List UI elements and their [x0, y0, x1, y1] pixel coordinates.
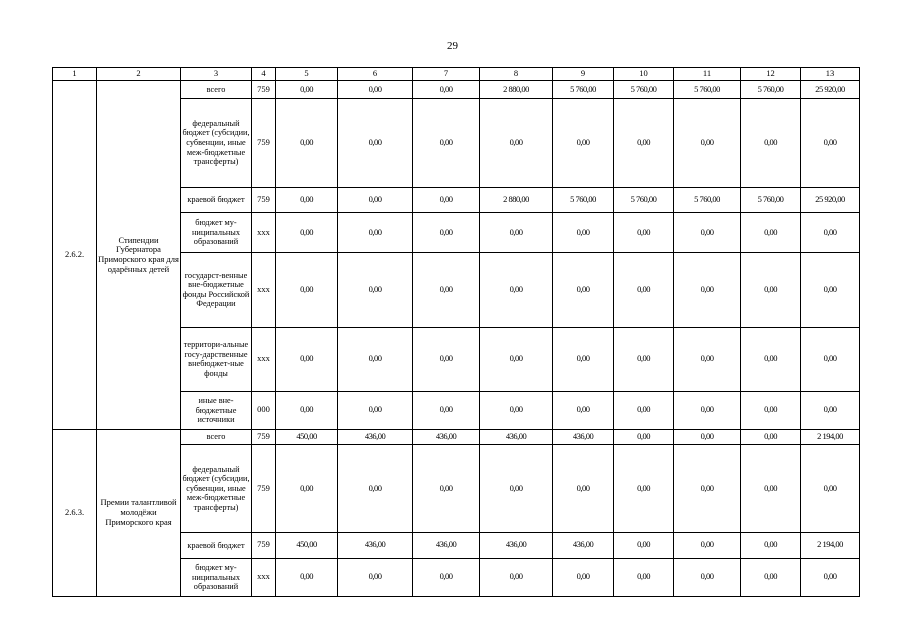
- column-header: 5: [276, 68, 338, 81]
- value-cell: 436,00: [338, 429, 413, 444]
- value-cell: 0,00: [741, 213, 801, 252]
- value-cell: 0,00: [614, 429, 674, 444]
- value-cell: 0,00: [338, 98, 413, 187]
- value-cell: 0,00: [480, 213, 553, 252]
- table-row: [53, 81, 860, 99]
- value-cell: 0,00: [553, 252, 614, 327]
- value-cell: 0,00: [614, 445, 674, 533]
- value-cell: 436,00: [413, 532, 480, 558]
- value-cell: 450,00: [276, 532, 338, 558]
- value-cell: 0,00: [801, 558, 860, 596]
- value-cell: 0,00: [413, 81, 480, 99]
- funding-source: федеральный бюджет (субсидии, субвенции, иные меж-бюджетные трансферты): [181, 445, 252, 533]
- value-cell: 0,00: [553, 327, 614, 391]
- value-cell: 0,00: [276, 187, 338, 213]
- value-cell: 0,00: [674, 213, 741, 252]
- value-cell: 0,00: [674, 252, 741, 327]
- value-cell: 0,00: [276, 81, 338, 99]
- value-cell: 0,00: [553, 558, 614, 596]
- value-cell: 450,00: [276, 429, 338, 444]
- value-cell: 436,00: [553, 429, 614, 444]
- value-cell: 0,00: [553, 98, 614, 187]
- value-cell: 436,00: [413, 429, 480, 444]
- value-cell: 5 760,00: [614, 187, 674, 213]
- value-cell: 0,00: [741, 429, 801, 444]
- value-cell: 0,00: [674, 532, 741, 558]
- value-cell: 0,00: [276, 445, 338, 533]
- value-cell: 0,00: [674, 327, 741, 391]
- column-header: 2: [97, 68, 181, 81]
- value-cell: 0,00: [413, 327, 480, 391]
- value-cell: 2 194,00: [801, 429, 860, 444]
- value-cell: 0,00: [741, 327, 801, 391]
- value-cell: 2 194,00: [801, 532, 860, 558]
- column-header: 9: [553, 68, 614, 81]
- value-cell: 25 920,00: [801, 187, 860, 213]
- funding-source: государст-венные вне-бюджетные фонды Российской Федерации: [181, 252, 252, 327]
- column-header: 4: [252, 68, 276, 81]
- value-cell: 0,00: [614, 98, 674, 187]
- value-cell: 0,00: [276, 252, 338, 327]
- value-cell: 0,00: [413, 558, 480, 596]
- column-header: 7: [413, 68, 480, 81]
- kbk-code: xxx: [252, 252, 276, 327]
- kbk-code: xxx: [252, 558, 276, 596]
- value-cell: 25 920,00: [801, 81, 860, 99]
- kbk-code: 759: [252, 187, 276, 213]
- column-header: 1: [53, 68, 97, 81]
- kbk-code: xxx: [252, 213, 276, 252]
- value-cell: 5 760,00: [614, 81, 674, 99]
- value-cell: 0,00: [674, 429, 741, 444]
- value-cell: 2 880,00: [480, 187, 553, 213]
- value-cell: 0,00: [480, 98, 553, 187]
- funding-source: иные вне-бюджетные источники: [181, 391, 252, 429]
- funding-source: бюджет му-ниципальных образований: [181, 558, 252, 596]
- value-cell: 0,00: [741, 252, 801, 327]
- value-cell: 0,00: [413, 98, 480, 187]
- value-cell: 436,00: [480, 429, 553, 444]
- value-cell: 0,00: [480, 558, 553, 596]
- value-cell: 0,00: [674, 391, 741, 429]
- kbk-code: 759: [252, 532, 276, 558]
- value-cell: 0,00: [614, 327, 674, 391]
- value-cell: 0,00: [801, 391, 860, 429]
- value-cell: 0,00: [674, 98, 741, 187]
- header-row: [53, 68, 860, 81]
- value-cell: 0,00: [674, 445, 741, 533]
- value-cell: 0,00: [338, 327, 413, 391]
- value-cell: 436,00: [553, 532, 614, 558]
- value-cell: 436,00: [338, 532, 413, 558]
- value-cell: 0,00: [338, 81, 413, 99]
- funding-source: краевой бюджет: [181, 532, 252, 558]
- column-header: 6: [338, 68, 413, 81]
- value-cell: 436,00: [480, 532, 553, 558]
- kbk-code: 759: [252, 81, 276, 99]
- value-cell: 5 760,00: [741, 187, 801, 213]
- section-name: Премии талантливой молодёжи Приморского края: [97, 429, 181, 596]
- kbk-code: 759: [252, 429, 276, 444]
- value-cell: 0,00: [801, 445, 860, 533]
- value-cell: 0,00: [553, 391, 614, 429]
- funding-source: территори-альные госу-дарственные внебюджет-ные фонды: [181, 327, 252, 391]
- value-cell: 0,00: [614, 391, 674, 429]
- value-cell: 0,00: [553, 213, 614, 252]
- value-cell: 0,00: [413, 391, 480, 429]
- value-cell: 0,00: [480, 445, 553, 533]
- value-cell: 0,00: [338, 391, 413, 429]
- value-cell: 0,00: [413, 252, 480, 327]
- value-cell: 0,00: [276, 327, 338, 391]
- value-cell: 0,00: [413, 445, 480, 533]
- value-cell: 0,00: [801, 213, 860, 252]
- value-cell: 0,00: [338, 213, 413, 252]
- value-cell: 0,00: [553, 445, 614, 533]
- value-cell: 0,00: [276, 98, 338, 187]
- value-cell: 0,00: [614, 213, 674, 252]
- value-cell: 5 760,00: [674, 187, 741, 213]
- funding-source: краевой бюджет: [181, 187, 252, 213]
- value-cell: 0,00: [614, 532, 674, 558]
- funding-source: федеральный бюджет (субсидии, субвенции, иные меж-бюджетные трансферты): [181, 98, 252, 187]
- value-cell: 0,00: [480, 327, 553, 391]
- section-code: 2.6.3.: [53, 429, 97, 596]
- value-cell: 0,00: [338, 445, 413, 533]
- column-header: 3: [181, 68, 252, 81]
- value-cell: 0,00: [741, 391, 801, 429]
- value-cell: 0,00: [741, 558, 801, 596]
- value-cell: 0,00: [741, 445, 801, 533]
- value-cell: 0,00: [741, 532, 801, 558]
- value-cell: 5 760,00: [553, 81, 614, 99]
- column-header: 10: [614, 68, 674, 81]
- value-cell: 0,00: [413, 187, 480, 213]
- funding-source: всего: [181, 81, 252, 99]
- value-cell: 0,00: [674, 558, 741, 596]
- budget-table: [52, 67, 860, 597]
- kbk-code: 000: [252, 391, 276, 429]
- kbk-code: 759: [252, 445, 276, 533]
- value-cell: 0,00: [413, 213, 480, 252]
- value-cell: 0,00: [276, 558, 338, 596]
- value-cell: 0,00: [338, 187, 413, 213]
- value-cell: 0,00: [276, 213, 338, 252]
- value-cell: 5 760,00: [741, 81, 801, 99]
- value-cell: 0,00: [276, 391, 338, 429]
- value-cell: 0,00: [614, 252, 674, 327]
- value-cell: 0,00: [801, 252, 860, 327]
- value-cell: 0,00: [480, 252, 553, 327]
- value-cell: 0,00: [801, 98, 860, 187]
- kbk-code: xxx: [252, 327, 276, 391]
- section-name: Стипендии Губернатора Приморского края для одарённых детей: [97, 81, 181, 429]
- funding-source: всего: [181, 429, 252, 444]
- value-cell: 2 880,00: [480, 81, 553, 99]
- column-header: 11: [674, 68, 741, 81]
- kbk-code: 759: [252, 98, 276, 187]
- funding-source: бюджет му-ниципальных образований: [181, 213, 252, 252]
- column-header: 8: [480, 68, 553, 81]
- column-header: 12: [741, 68, 801, 81]
- value-cell: 0,00: [338, 558, 413, 596]
- value-cell: 5 760,00: [553, 187, 614, 213]
- column-header: 13: [801, 68, 860, 81]
- value-cell: 0,00: [480, 391, 553, 429]
- section-code: 2.6.2.: [53, 81, 97, 429]
- value-cell: 0,00: [338, 252, 413, 327]
- value-cell: 0,00: [741, 98, 801, 187]
- value-cell: 5 760,00: [674, 81, 741, 99]
- table-row: [53, 429, 860, 444]
- value-cell: 0,00: [614, 558, 674, 596]
- page-number: 29: [447, 40, 458, 52]
- value-cell: 0,00: [801, 327, 860, 391]
